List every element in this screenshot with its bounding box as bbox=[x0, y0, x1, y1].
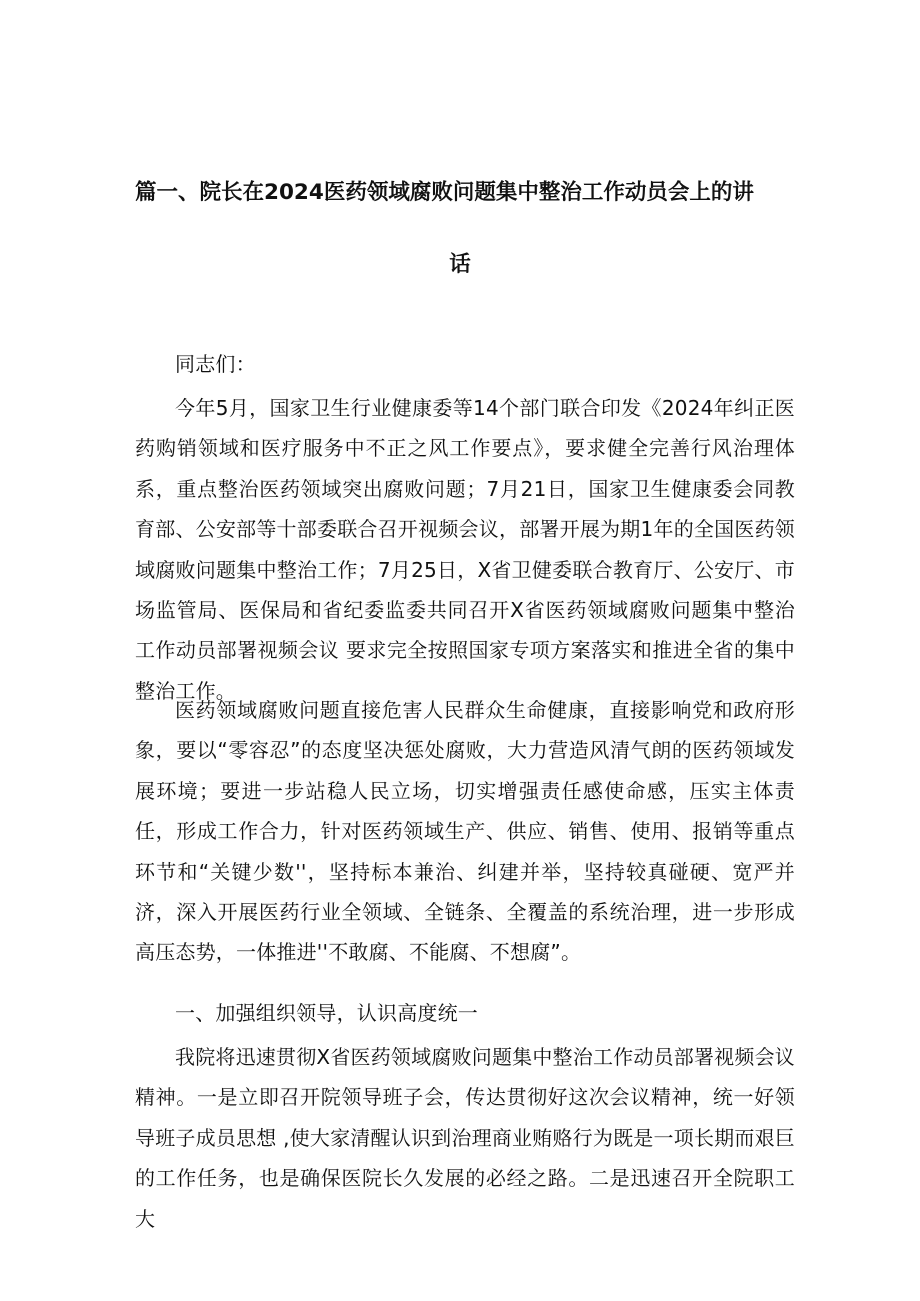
salutation bbox=[135, 344, 795, 384]
paragraph-1-text: 今年5月，国家卫生行业健康委等14个部门联合印发《2024年纠正医药购销领域和医疗服务中不正之风工作要点》，要求健全完善行风治理体系，重点整治医药领域突出腐败问题；7月21日，国家卫生健康委会同教育部、公安部等十部委联合召开视频会议，部署开展为期1年的全国医药领域腐败问题集中整治工作；7月25日，X省卫健委联合教育厅、公安厅、市场监管局、医保局和省纪委监委共同召开X省医药领域腐败问题集中整治工作动员部署视频会议 要求完全按照国家专项方案落实和推进全省的集中整治工作。 bbox=[135, 396, 795, 703]
document-title-continuation: 话 bbox=[449, 252, 471, 277]
document-title: 篇一、院长在2024医药领域腐败问题集中整治工作动员会上的讲 bbox=[135, 180, 754, 205]
salutation-text: 同志们： bbox=[175, 352, 256, 376]
paragraph-2-text: 医药领域腐败问题直接危害人民群众生命健康，直接影响党和政府形象，要以“零容忍”的态度坚决惩处腐败，大力营造风清气朗的医药领域发展环境；要进一步站稳人民立场，切实增强责任感使命感，压实主体责任，形成工作合力，针对医药领域生产、供应、销售、使用、报销等重点环节和“关键少数''，坚持标本兼治、纠建并举，坚持较真碰硬、宽严并济，深入开展医药行业全领域、全链条、全覆盖的系统治理，进一步形成高压态势，一体推进''不敢腐、不能腐、不想腐”。 bbox=[135, 698, 795, 965]
section-heading bbox=[135, 993, 795, 1033]
paragraph-3 bbox=[135, 1037, 795, 1239]
paragraph-3-text: 我院将迅速贯彻X省医药领域腐败问题集中整治工作动员部署视频会议精神。一是立即召开院领导班子会，传达贯彻好这次会议精神，统一好领导班子成员思想 ,使大家清醒认识到治理商业贿赂行为既是一项长期而艰巨的工作任务，也是确保医院长久发展的必经之路。二是迅速召开全院职工大 bbox=[135, 1045, 795, 1231]
paragraph-2 bbox=[135, 690, 795, 973]
paragraph-1 bbox=[135, 388, 795, 711]
section-heading-text: 一、加强组织领导，认识高度统一 bbox=[175, 1001, 478, 1025]
